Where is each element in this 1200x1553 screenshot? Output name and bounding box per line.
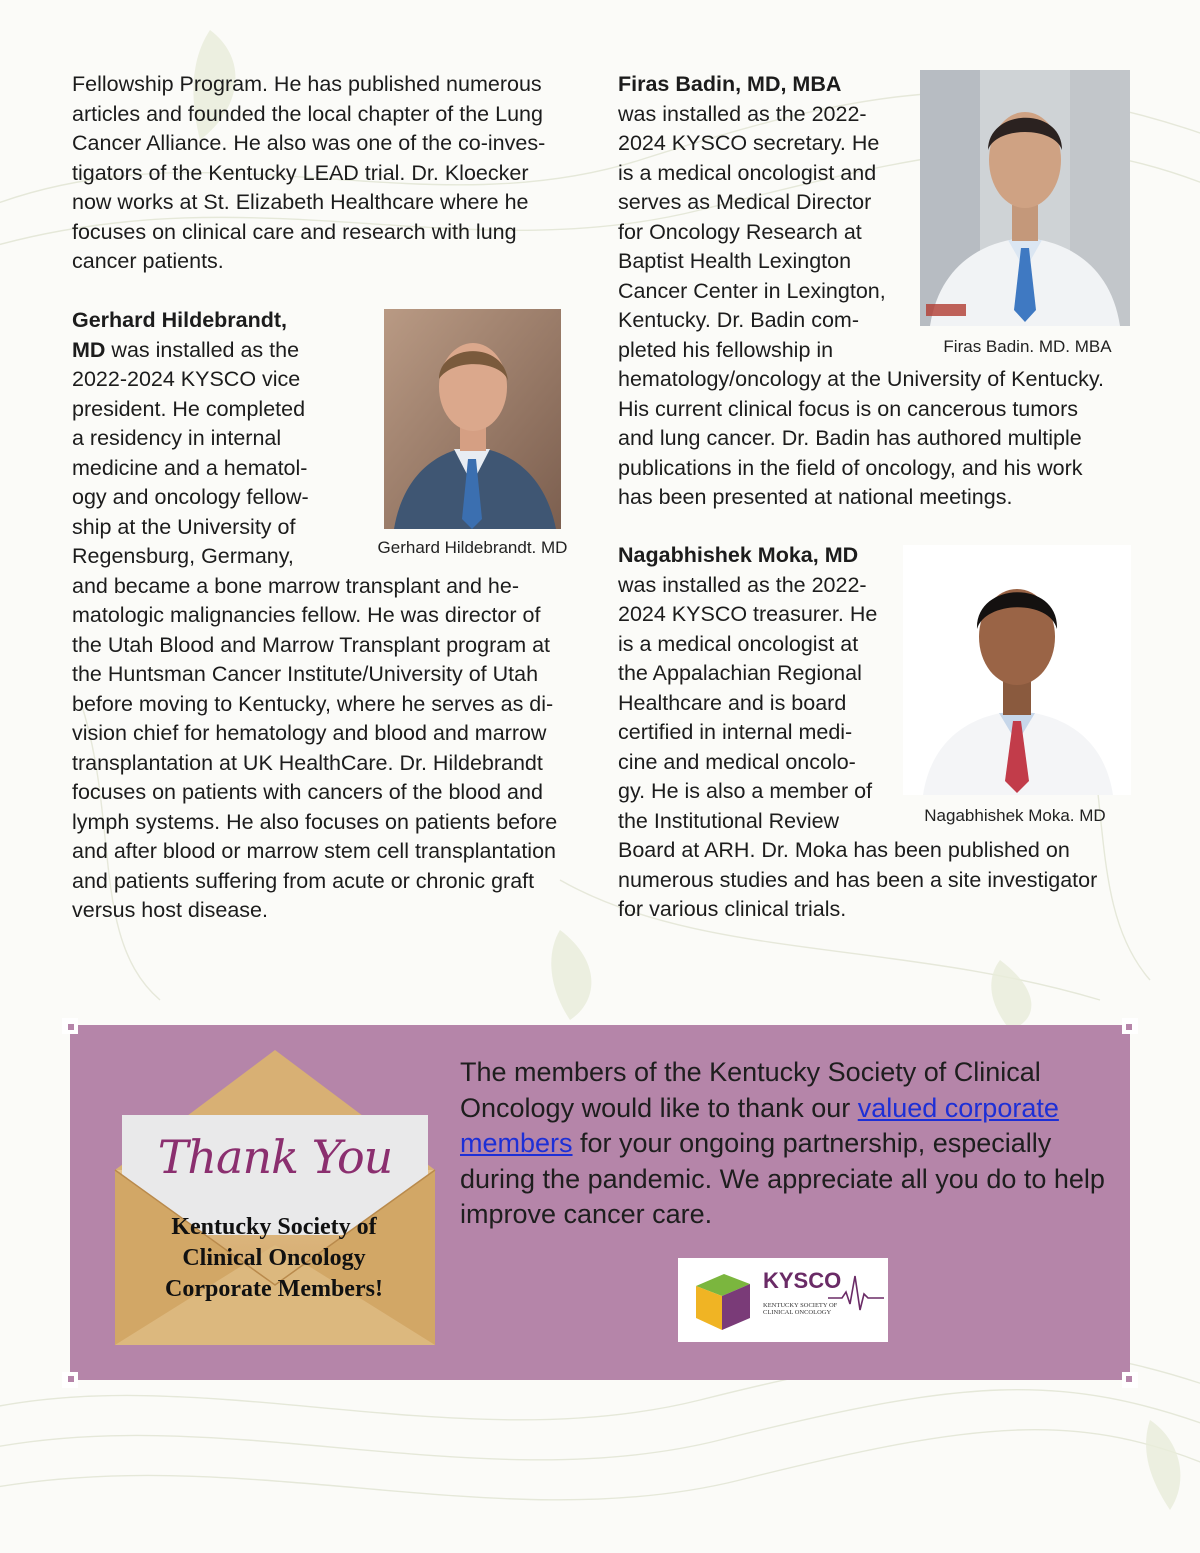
bio-line: and became a bone marrow transplant and he-: [72, 573, 519, 598]
thank-you-script: Thank You: [157, 1130, 393, 1184]
bio-line: publications in the field of oncology, and his work: [618, 455, 1083, 480]
bio-line: certified in internal medi-: [618, 720, 853, 744]
bio-line: transplantation at UK HealthCare. Dr. Hildebrandt: [72, 750, 543, 775]
envelope-line: Corporate Members!: [165, 1276, 383, 1302]
bio-line: and after blood or marrow stem cell transplantation: [72, 839, 556, 863]
bio-line: for various clinical trials.: [618, 897, 847, 921]
bio-line: lymph systems. He also focuses on patients before: [72, 809, 558, 834]
hildebrandt-name: Gerhard Hildebrandt,: [72, 308, 288, 332]
banner-message: The members of the Kentucky Society of Clinical Oncology would like to thank our valued corporate members for your ongoing partnership, especially during the pandemic. We appreciate all you do to help improve cancer care.: [460, 1057, 1105, 1229]
bio-line: is a medical oncologist and: [618, 160, 877, 185]
moka-photo: [903, 545, 1131, 795]
bio-line: has been presented at national meetings.: [618, 485, 1013, 509]
kysco-cube-icon: [688, 1266, 758, 1336]
bio-line: the Institutional Review: [618, 808, 840, 833]
bio-line: hematology/oncology at the University of Kentucky.: [618, 367, 1104, 391]
envelope-caption: [140, 1212, 408, 1305]
bio-line: gy. He is also a member of: [618, 779, 873, 803]
kysco-logo-title: KYSCO: [763, 1268, 842, 1293]
bio-line: the Appalachian Regional: [618, 661, 862, 685]
bio-line: before moving to Kentucky, where he serves as di-: [72, 691, 554, 716]
bio-line: medicine and a hematol-: [72, 455, 308, 480]
bio-line: pleted his fellowship in: [618, 337, 834, 362]
bio-line: president. He completed: [72, 396, 306, 421]
bio-line: and patients suffering from acute or chronic graft: [72, 868, 535, 893]
bio-line: numerous studies and has been a site investigator: [618, 867, 1098, 892]
kloecker-bio-end: [72, 70, 592, 277]
badin-photo: [920, 70, 1130, 326]
bio-line: tigators of the Kentucky LEAD trial. Dr. Kloecker: [72, 160, 529, 185]
moka-name: Nagabhishek Moka, MD: [618, 543, 859, 567]
bio-line: Kentucky. Dr. Badin com-: [618, 308, 859, 332]
kysco-logo: [678, 1258, 888, 1342]
bio-line: the Utah Blood and Marrow Transplant program at: [72, 632, 551, 657]
bio-line: focuses on clinical care and research with lung: [72, 219, 517, 244]
bio-line: 2024 KYSCO treasurer. He: [618, 602, 878, 626]
bio-line: for Oncology Research at: [618, 219, 862, 244]
moka-caption: Nagabhishek Moka. MD: [924, 806, 1106, 825]
bio-line: cancer patients.: [72, 249, 224, 273]
bio-line: Cancer Center in Lexington,: [618, 278, 886, 303]
bio-line: the Huntsman Cancer Institute/University of Utah: [72, 662, 539, 686]
bio-line: 2022-2024 KYSCO vice: [72, 367, 301, 391]
bio-line: cine and medical oncolo-: [618, 749, 856, 774]
bio-line: a residency in internal: [72, 426, 282, 450]
bio-line: now works at St. Elizabeth Healthcare where he: [72, 190, 529, 214]
bio-line: Board at ARH. Dr. Moka has been published on: [618, 838, 1070, 862]
bio-line: is a medical oncologist at: [618, 631, 859, 656]
bio-line: 2024 KYSCO secretary. He: [618, 131, 880, 155]
bio-line: vision chief for hematology and blood and marrow: [72, 721, 547, 745]
envelope-line: Clinical Oncology: [182, 1245, 366, 1271]
hildebrandt-name-line2: MD was installed as the: [72, 337, 300, 362]
bio-line: was installed as the 2022-: [618, 572, 867, 597]
bio-line: Cancer Alliance. He also was one of the co-inves-: [72, 131, 546, 155]
bio-line: ship at the University of: [72, 514, 296, 539]
bio-line: Baptist Health Lexington: [618, 249, 852, 273]
corporate-members-link[interactable]: valued corporate members: [460, 1092, 1059, 1158]
hildebrandt-photo: [384, 309, 561, 529]
bio-line: ogy and oncology fellow-: [72, 485, 309, 509]
kysco-logo-subtitle: KENTUCKY SOCIETY OF CLINICAL ONCOLOGY: [763, 1302, 838, 1316]
bio-line: and lung cancer. Dr. Badin has authored multiple: [618, 426, 1082, 450]
badin-name: Firas Badin, MD, MBA: [618, 72, 842, 96]
envelope-line: Kentucky Society of: [171, 1214, 377, 1240]
hildebrandt-caption: Gerhard Hildebrandt. MD: [377, 538, 568, 557]
badin-caption: Firas Badin. MD. MBA: [943, 337, 1112, 356]
bio-line: articles and founded the local chapter of the Lung: [72, 101, 543, 126]
bio-line: Fellowship Program. He has published numerous: [72, 72, 542, 96]
bio-line: serves as Medical Director: [618, 190, 872, 214]
bio-line: Healthcare and is board: [618, 690, 847, 715]
bio-line: matologic malignancies fellow. He was director of: [72, 603, 541, 627]
bio-line: His current clinical focus is on cancerous tumors: [618, 396, 1079, 421]
bio-line: Regensburg, Germany,: [72, 544, 294, 568]
bio-line: was installed as the 2022-: [618, 101, 867, 126]
bio-line: versus host disease.: [72, 898, 268, 922]
bio-line: focuses on patients with cancers of the blood and: [72, 780, 543, 804]
heartbeat-icon: [828, 1272, 884, 1312]
